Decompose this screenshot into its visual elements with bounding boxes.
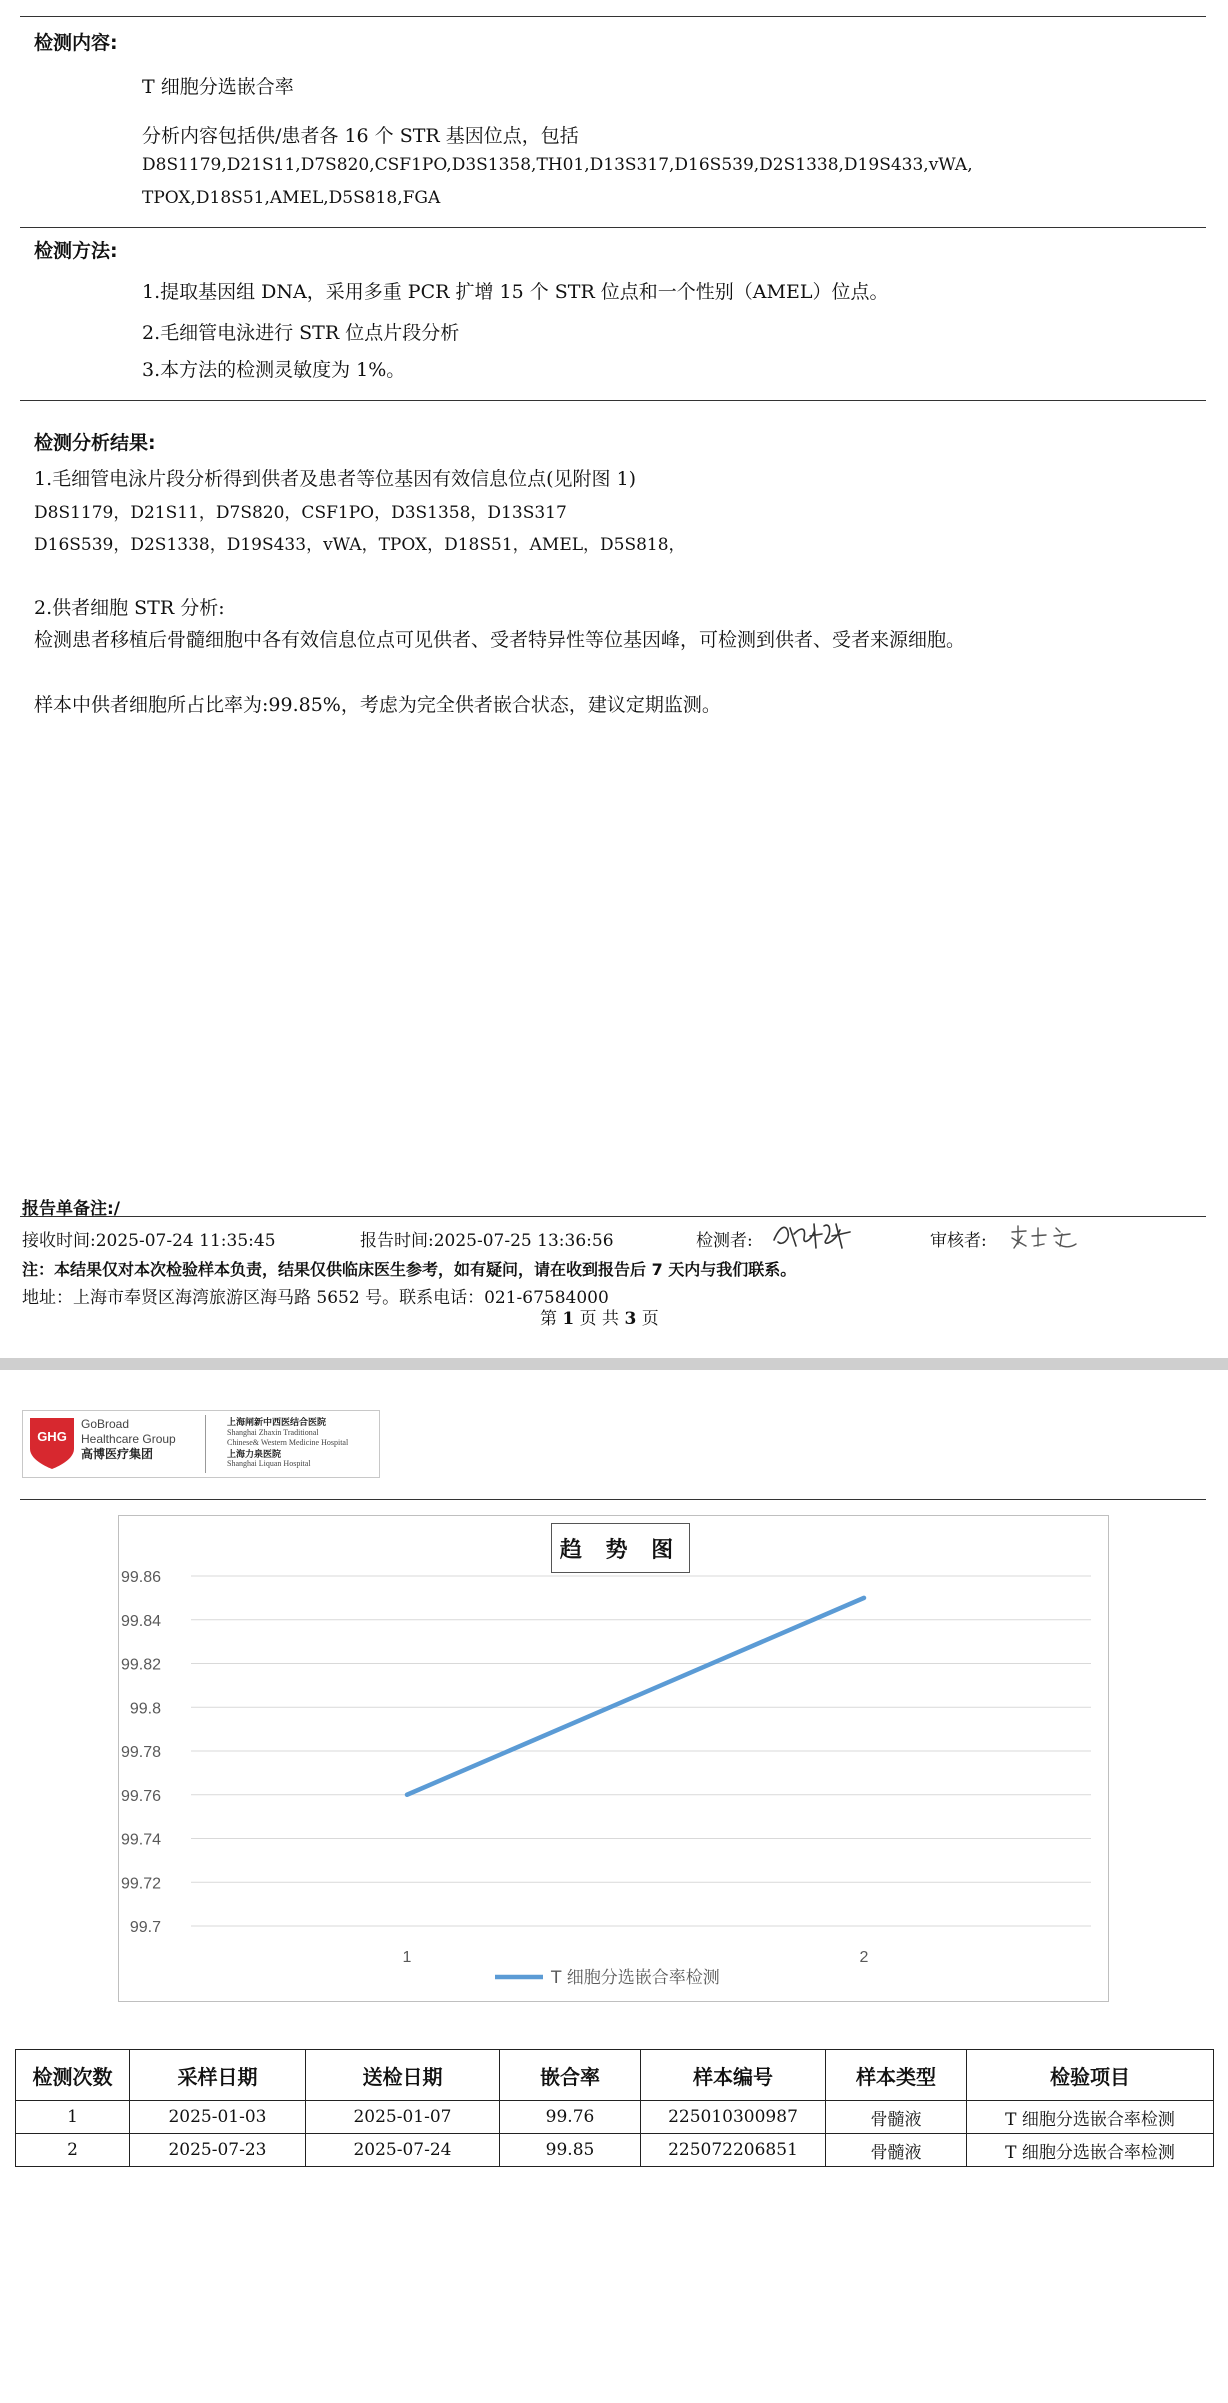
hospital-2-cn: 上海力泉医院 — [227, 1448, 282, 1459]
cell-sampling-date: 2025-07-23 — [130, 2134, 306, 2167]
cell-sampling-date: 2025-01-03 — [130, 2101, 306, 2134]
page-current: 1 — [562, 1309, 575, 1329]
y-tick-label: 99.74 — [120, 1831, 161, 1849]
cell-test-count: 1 — [16, 2101, 130, 2134]
donor-str-heading: 2.供者细胞 STR 分析: — [34, 597, 225, 619]
divider — [20, 400, 1206, 401]
col-header-sample-type: 样本类型 — [826, 2050, 967, 2101]
trend-chart — [118, 1515, 1109, 2002]
cell-submission-date: 2025-07-24 — [306, 2134, 500, 2167]
donor-str-finding: 检测患者移植后骨髓细胞中各有效信息位点可见供者、受者特异性等位基因峰，可检测到供者、受者来源细胞。 — [34, 629, 966, 651]
tester-label: 检测者: — [696, 1231, 753, 1251]
received-time-label: 接收时间: — [22, 1231, 96, 1251]
cell-submission-date: 2025-01-07 — [306, 2101, 500, 2134]
y-tick-label: 99.82 — [120, 1656, 161, 1674]
y-tick-label: 99.76 — [120, 1787, 161, 1805]
y-tick-label: 99.72 — [120, 1875, 161, 1893]
y-tick-label: 99.8 — [129, 1700, 161, 1718]
group-name-cn: 高博医疗集团 — [81, 1447, 154, 1461]
col-header-submission-date: 送检日期 — [306, 2050, 500, 2101]
group-name — [81, 1417, 176, 1462]
chart-title: 趋 势 图 — [551, 1523, 690, 1573]
hospital-1-en-1: Shanghai Zhaxin Traditional — [227, 1427, 319, 1437]
report-page-2 — [0, 1370, 1228, 2403]
hospital-1-cn: 上海闸新中西医结合医院 — [227, 1417, 327, 1427]
table-header-row — [16, 2050, 1214, 2101]
cell-chimerism-rate: 99.85 — [500, 2134, 641, 2167]
divider — [20, 16, 1206, 17]
cell-sample-type: 骨髓液 — [826, 2101, 967, 2134]
hospital-logo — [22, 1410, 380, 1478]
address-contact: 地址：上海市奉贤区海湾旅游区海马路 5652 号。联系电话：021-67584000 — [22, 1288, 609, 1308]
hospital-1-en-2: Chinese& Western Medicine Hospital — [227, 1438, 349, 1447]
method-section-title: 检测方法: — [34, 240, 118, 262]
y-tick-label: 99.7 — [129, 1919, 161, 1936]
tester-signature — [770, 1218, 852, 1252]
received-time-value: 2025-07-24 11:35:45 — [95, 1231, 276, 1251]
method-step-3: 3.本方法的检测灵敏度为 1%。 — [142, 359, 406, 381]
hospital-names — [227, 1417, 348, 1470]
page-total: 3 — [624, 1309, 637, 1329]
divider — [20, 1499, 1206, 1500]
page-suffix: 页 — [641, 1309, 659, 1329]
page-middle: 页 共 — [579, 1309, 620, 1329]
legend-label: T 细胞分选嵌合率检测 — [551, 1968, 720, 1988]
group-name-en2: Healthcare Group — [81, 1432, 176, 1446]
report-remarks: 报告单备注:/ — [22, 1199, 121, 1219]
table-row — [16, 2134, 1214, 2167]
group-name-en1: GoBroad — [81, 1417, 130, 1431]
result-line-1: 1.毛细管电泳片段分析得到供者及患者等位基因有效信息位点(见附图 1) — [34, 468, 637, 490]
report-time-value: 2025-07-25 13:36:56 — [433, 1231, 614, 1251]
result-loci-line-2: D16S539，D2S1338，D19S433，vWA，TPOX，D18S51，AMEL，D5S818， — [34, 535, 686, 555]
result-section-title: 检测分析结果: — [34, 432, 156, 454]
x-tick-label: 1 — [402, 1949, 412, 1966]
y-tick-label: 99.86 — [120, 1569, 161, 1586]
table-row — [16, 2101, 1214, 2134]
col-header-chimerism-rate: 嵌合率 — [500, 2050, 641, 2101]
x-tick-label: 2 — [859, 1949, 869, 1966]
divider — [20, 227, 1206, 228]
disclaimer-note: 注：本结果仅对本次检验样本负责，结果仅供临床医生参考，如有疑问，请在收到报告后 7 天内与我们联系。 — [22, 1260, 797, 1279]
logo-divider — [205, 1415, 206, 1473]
received-time — [22, 1226, 276, 1251]
loci-list-line-1: D8S1179,D21S11,D7S820,CSF1PO,D3S1358,TH01,D13S317,D16S539,D2S1338,D19S433,vWA, — [142, 155, 973, 175]
col-header-test-item: 检验项目 — [967, 2050, 1214, 2101]
cell-test-item: T 细胞分选嵌合率检测 — [967, 2101, 1214, 2134]
report-time-label: 报告时间: — [360, 1231, 434, 1251]
results-table — [15, 2049, 1214, 2167]
test-item-name: T 细胞分选嵌合率 — [142, 76, 294, 98]
logo-mark-text: GHG — [37, 1429, 67, 1444]
cell-chimerism-rate: 99.76 — [500, 2101, 641, 2134]
hospital-2-en: Shanghai Liquan Hospital — [227, 1459, 311, 1468]
page-indicator — [540, 1304, 659, 1329]
donor-ratio-conclusion: 样本中供者细胞所占比率为:99.85%，考虑为完全供者嵌合状态，建议定期监测。 — [34, 694, 721, 716]
cell-sample-type: 骨髓液 — [826, 2134, 967, 2167]
col-header-sampling-date: 采样日期 — [130, 2050, 306, 2101]
page-prefix: 第 — [540, 1309, 557, 1329]
analysis-intro: 分析内容包括供/患者各 16 个 STR 基因位点，包括 — [142, 125, 579, 147]
col-header-sample-id: 样本编号 — [641, 2050, 826, 2101]
method-step-2: 2.毛细管电泳进行 STR 位点片段分析 — [142, 322, 460, 344]
chart-plot — [119, 1516, 1108, 2001]
cell-sample-id: 225010300987 — [641, 2101, 826, 2134]
cell-test-item: T 细胞分选嵌合率检测 — [967, 2134, 1214, 2167]
series-line — [407, 1598, 864, 1795]
loci-list-line-2: TPOX,D18S51,AMEL,D5S818,FGA — [142, 188, 441, 208]
reviewer-signature — [1008, 1222, 1080, 1252]
col-header-test-count: 检测次数 — [16, 2050, 130, 2101]
ghg-shield-icon — [27, 1415, 77, 1471]
y-tick-label: 99.84 — [120, 1612, 161, 1630]
content-section-title: 检测内容: — [34, 32, 118, 54]
page-separator — [0, 1358, 1228, 1370]
report-time — [360, 1226, 614, 1251]
result-loci-line-1: D8S1179，D21S11，D7S820，CSF1PO，D3S1358，D13S317 — [34, 503, 567, 523]
cell-test-count: 2 — [16, 2134, 130, 2167]
y-tick-label: 99.78 — [120, 1744, 161, 1761]
cell-sample-id: 225072206851 — [641, 2134, 826, 2167]
divider — [20, 1216, 1206, 1217]
reviewer-label: 审核者: — [930, 1231, 987, 1251]
method-step-1: 1.提取基因组 DNA，采用多重 PCR 扩增 15 个 STR 位点和一个性别（AMEL）位点。 — [142, 281, 889, 303]
